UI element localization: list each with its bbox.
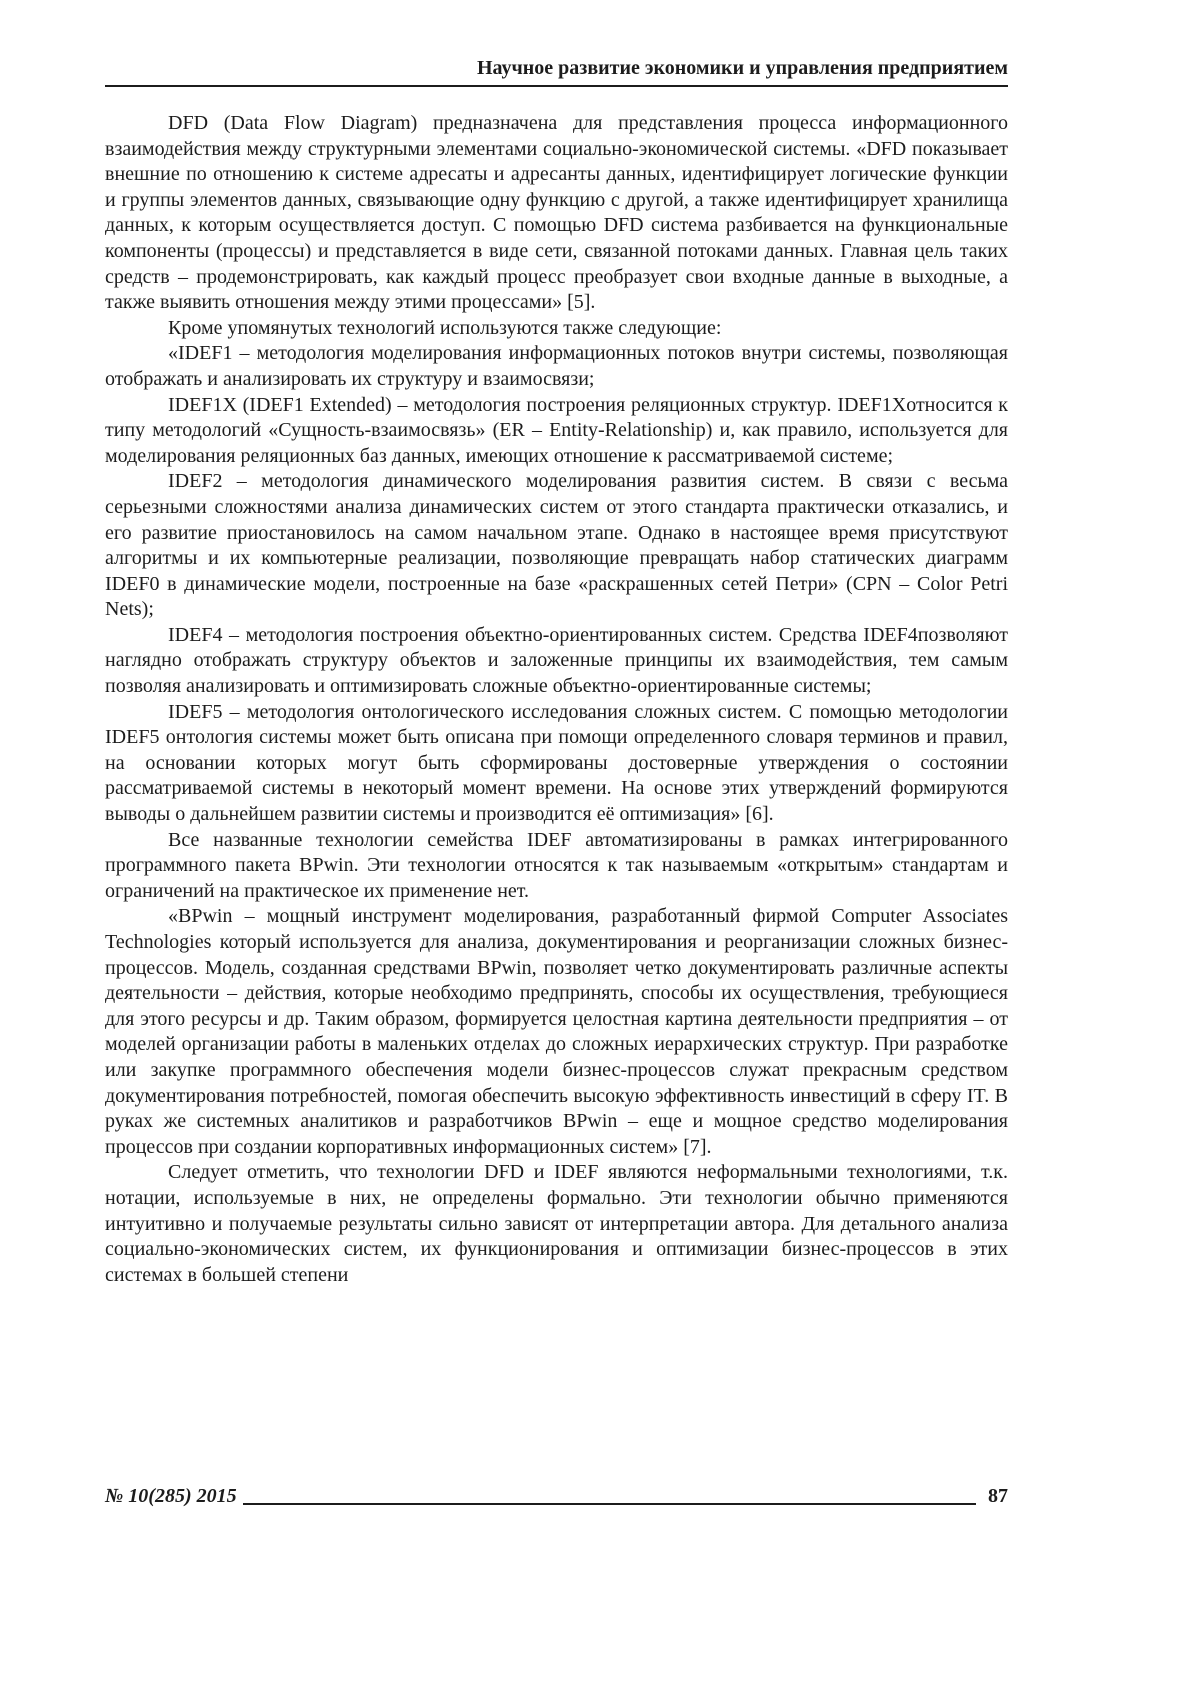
page-footer	[105, 1484, 1008, 1508]
footer-rule	[243, 1503, 976, 1505]
paragraph-idef4: IDEF4 – методология построения объектно-ориентированных систем. Средства IDEF4позволяют наглядно отображать структуру объектов и заложенные принципы их взаимодействия, тем самым позволяя анализировать и оптимизировать сложные объектно-ориентированные системы;	[105, 623, 1008, 698]
article-body	[105, 111, 1008, 1288]
page-number: 87	[988, 1485, 1008, 1507]
paragraph-idef2: IDEF2 – методология динамического моделирования развития систем. В связи с весьма серьезными сложностями анализа динамических систем от этого стандарта практически отказались, и его развитие приостановилось на самом начальном этапе. Однако в настоящее время присутствуют алгоритмы и их компьютерные реализации, позволяющие превращать набор статических диаграмм IDEF0 в динамические модели, построенные на базе «раскрашенных сетей Петри» (CPN – Color Petri Nets);	[105, 470, 1008, 621]
journal-issue-label: № 10(285) 2015	[105, 1485, 237, 1507]
paragraph-idef1x: IDEF1X (IDEF1 Extended) – методология построения реляционных структур. IDEF1Xотносится к типу методологий «Сущность-взаимосвязь» (ER – Entity-Relationship) и, как правило, используется для моделирования реляционных баз данных, имеющих отношение к рассматриваемой системе;	[105, 393, 1008, 467]
paragraph-other-technologies: Кроме упомянутых технологий используются также следующие:	[168, 316, 722, 339]
page-header	[105, 56, 1008, 87]
running-head-title: Научное развитие экономики и управления предприятием	[476, 57, 1008, 79]
paragraph-idef-family: Все названные технологии семейства IDEF автоматизированы в рамках интегрированного программного пакета BPwin. Эти технологии относятся к так называемым «открытым» стандартам и ограничений на практическое их применение нет.	[105, 828, 1008, 902]
paragraph-idef1: «IDEF1 – методология моделирования информационных потоков внутри системы, позволяющая отображать и анализировать их структуру и взаимосвязи;	[105, 342, 1008, 390]
paragraph-dfd-intro: DFD (Data Flow Diagram) предназначена для представления процесса информационного взаимодействия между структурными элементами социально-экономической системы. «DFD показывает внешние по отношению к системе адресаты и адресанты данных, идентифицирует логические функции и группы элементов данных, связывающие одну функцию с другой, а также идентифицирует хранилища данных, к которым осуществляется доступ. С помощью DFD система разбивается на функциональные компоненты (процессы) и представляется в виде сети, связанной потоками данных. Главная цель таких средств – продемонстрировать, как каждый процесс преобразует свои входные данные в выходные, а также выявить отношения между этими процессами» [5].	[105, 112, 1008, 314]
paragraph-conclusion: Следует отметить, что технологии DFD и IDEF являются неформальными технологиями, т.к. нотации, используемые в них, не определены формально. Эти технологии обычно применяются интуитивно и получаемые результаты сильно зависят от интерпретации автора. Для детального анализа социально-экономических систем, их функционирования и оптимизации бизнес-процессов в этих системах в большей степени	[105, 1161, 1008, 1286]
paragraph-idef5: IDEF5 – методология онтологического исследования сложных систем. С помощью методологии IDEF5 онтология системы может быть описана при помощи определенного словаря терминов и правил, на основании которых могут быть сформированы достоверные утверждения о состоянии рассматриваемой системы в некоторый момент времени. На основе этих утверждений формируются выводы о дальнейшем развитии системы и производится её оптимизация» [6].	[105, 700, 1008, 826]
paragraph-bpwin: «BPwin – мощный инструмент моделирования, разработанный фирмой Computer Associates Technologies который используется для анализа, документирования и реорганизации сложных бизнес-процессов. Модель, созданная средствами BPwin, позволяет четко документировать различные аспекты деятельности – действия, которые необходимо предпринять, способы их осуществления, требующиеся для этого ресурсы и др. Таким образом, формируется целостная картина деятельности предприятия – от моделей организации работы в маленьких отделах до сложных иерархических структур. При разработке или закупке программного обеспечения модели бизнес-процессов служат прекрасным средством документирования потребностей, помогая обеспечить высокую эффективность инвестиций в сферу IT. В руках же системных аналитиков и разработчиков BPwin – еще и мощное средство моделирования процессов при создании корпоративных информационных систем» [7].	[105, 905, 1008, 1158]
